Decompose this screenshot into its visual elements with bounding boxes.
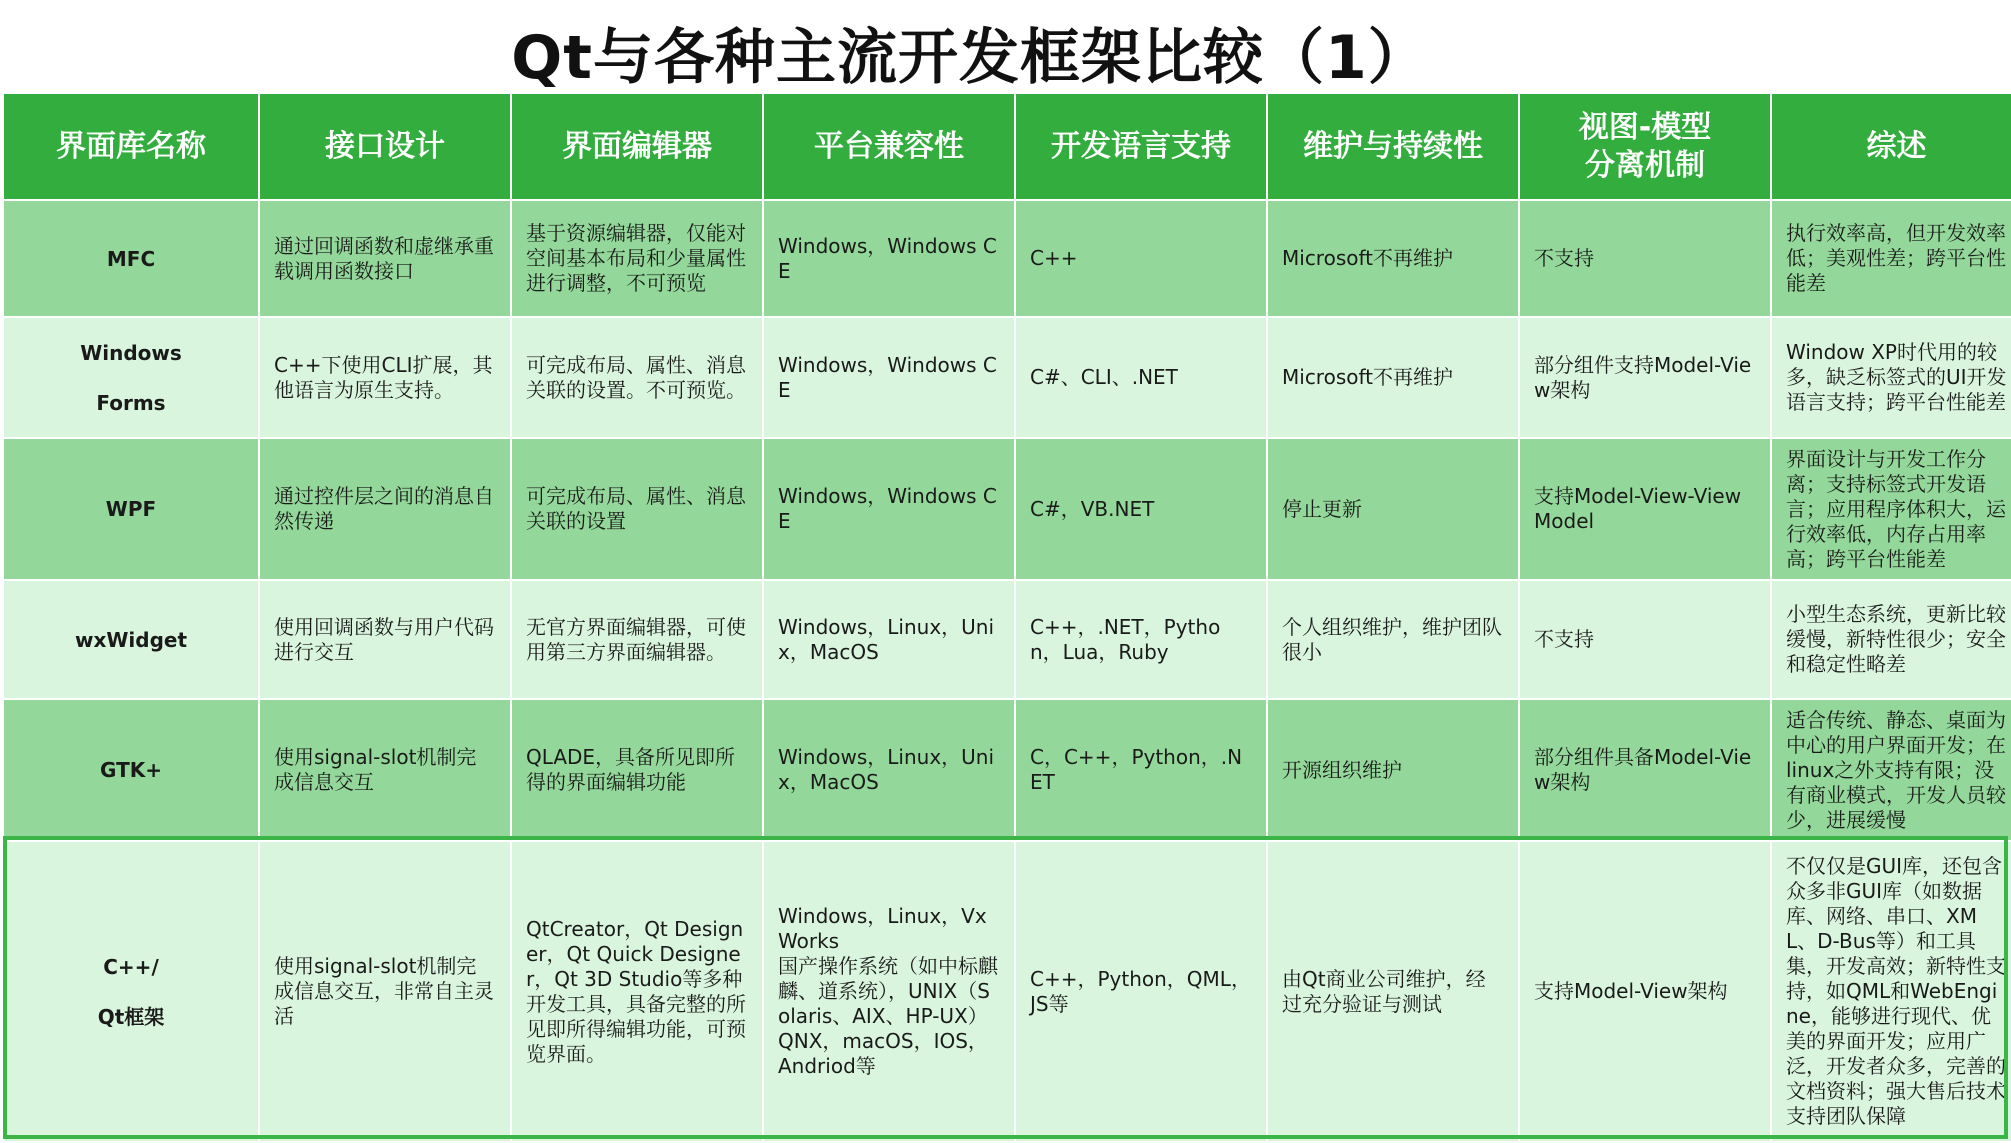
cell-platform: Windows，Linux，VxWorks 国产操作系统（如中标麒麟、道系统），UNIX（Solaris、AIX、HP-UX） QNX，macOS，IOS，Andriod等 [764, 842, 1014, 1141]
cell-interface: 通过控件层之间的消息自然传递 [260, 439, 510, 579]
header-summary: 综述 [1772, 94, 2011, 199]
cell-editor: QtCreator，Qt Designer，Qt Quick Designer，Qt 3D Studio等多种开发工具，具备完整的所见即所得编辑功能，可预览界面。 [512, 842, 762, 1141]
page-title: Qt与各种主流开发框架比较（1） [511, 23, 1429, 93]
cell-language: C++ [1016, 201, 1266, 316]
cell-language: C++，.NET，Python，Lua，Ruby [1016, 581, 1266, 698]
header-editor: 界面编辑器 [512, 94, 762, 199]
row-name-cell: MFC [4, 201, 258, 316]
row-name-cell: WPF [4, 439, 258, 579]
cell-maintenance: 停止更新 [1268, 439, 1518, 579]
cell-language: C#、CLI、.NET [1016, 318, 1266, 437]
cell-editor: QLADE，具备所见即所得的界面编辑功能 [512, 700, 762, 840]
header-interface: 接口设计 [260, 94, 510, 199]
cell-mvc: 支持Model-View-ViewModel [1520, 439, 1770, 579]
cell-mvc: 部分组件支持Model-View架构 [1520, 318, 1770, 437]
cell-summary: Window XP时代用的较多，缺乏标签式的UI开发语言支持；跨平台性能差 [1772, 318, 2011, 437]
cell-interface: 通过回调函数和虚继承重载调用函数接口 [260, 201, 510, 316]
cell-interface: 使用signal-slot机制完成信息交互 [260, 700, 510, 840]
cell-language: C#，VB.NET [1016, 439, 1266, 579]
cell-editor: 可完成布局、属性、消息关联的设置 [512, 439, 762, 579]
cell-mvc: 不支持 [1520, 581, 1770, 698]
header-platform: 平台兼容性 [764, 94, 1014, 199]
cell-language: C++，Python，QML，JS等 [1016, 842, 1266, 1141]
cell-platform: Windows，Windows CE [764, 439, 1014, 579]
cell-platform: Windows，Windows CE [764, 318, 1014, 437]
cell-editor: 无官方界面编辑器，可使用第三方界面编辑器。 [512, 581, 762, 698]
cell-mvc: 部分组件具备Model-View架构 [1520, 700, 1770, 840]
cell-maintenance: Microsoft不再维护 [1268, 201, 1518, 316]
cell-summary: 界面设计与开发工作分离；支持标签式开发语言；应用程序体积大，运行效率低，内存占用率高；跨平台性能差 [1772, 439, 2011, 579]
cell-interface: 使用signal-slot机制完成信息交互，非常自主灵活 [260, 842, 510, 1141]
header-name: 界面库名称 [4, 94, 258, 199]
cell-platform: Windows，Linux，Unix，MacOS [764, 581, 1014, 698]
cell-language: C，C++，Python，.NET [1016, 700, 1266, 840]
header-language: 开发语言支持 [1016, 94, 1266, 199]
cell-mvc: 支持Model-View架构 [1520, 842, 1770, 1141]
cell-summary: 适合传统、静态、桌面为中心的用户界面开发；在linux之外支持有限；没有商业模式，开发人员较少，进展缓慢 [1772, 700, 2011, 840]
cell-editor: 可完成布局、属性、消息关联的设置。不可预览。 [512, 318, 762, 437]
cell-interface: C++下使用CLI扩展，其他语言为原生支持。 [260, 318, 510, 437]
row-name-cell: Windows Forms [4, 318, 258, 437]
row-name-cell: GTK+ [4, 700, 258, 840]
cell-maintenance: Microsoft不再维护 [1268, 318, 1518, 437]
comparison-table [4, 94, 2007, 1137]
cell-platform: Windows，Windows CE [764, 201, 1014, 316]
header-maintenance: 维护与持续性 [1268, 94, 1518, 199]
cell-summary: 不仅仅是GUI库，还包含众多非GUI库（如数据库、网络、串口、XML、D-Bus等）和工具集，开发高效；新特性支持，如QML和WebEngine，能够进行现代、优美的界面开发；应用广泛，开发者众多，完善的文档资料；强大售后技术支持团队保障 [1772, 842, 2011, 1141]
cell-maintenance: 由Qt商业公司维护，经过充分验证与测试 [1268, 842, 1518, 1141]
cell-editor: 基于资源编辑器，仅能对空间基本布局和少量属性进行调整，不可预览 [512, 201, 762, 316]
cell-interface: 使用回调函数与用户代码进行交互 [260, 581, 510, 698]
cell-maintenance: 开源组织维护 [1268, 700, 1518, 840]
header-mvc: 视图-模型 分离机制 [1520, 94, 1770, 199]
row-name-cell: C++/ Qt框架 [4, 842, 258, 1141]
cell-summary: 执行效率高，但开发效率低；美观性差；跨平台性能差 [1772, 201, 2011, 316]
cell-summary: 小型生态系统，更新比较缓慢，新特性很少；安全和稳定性略差 [1772, 581, 2011, 698]
cell-platform: Windows，Linux，Unix，MacOS [764, 700, 1014, 840]
cell-maintenance: 个人组织维护，维护团队很小 [1268, 581, 1518, 698]
cell-mvc: 不支持 [1520, 201, 1770, 316]
row-name-cell: wxWidget [4, 581, 258, 698]
